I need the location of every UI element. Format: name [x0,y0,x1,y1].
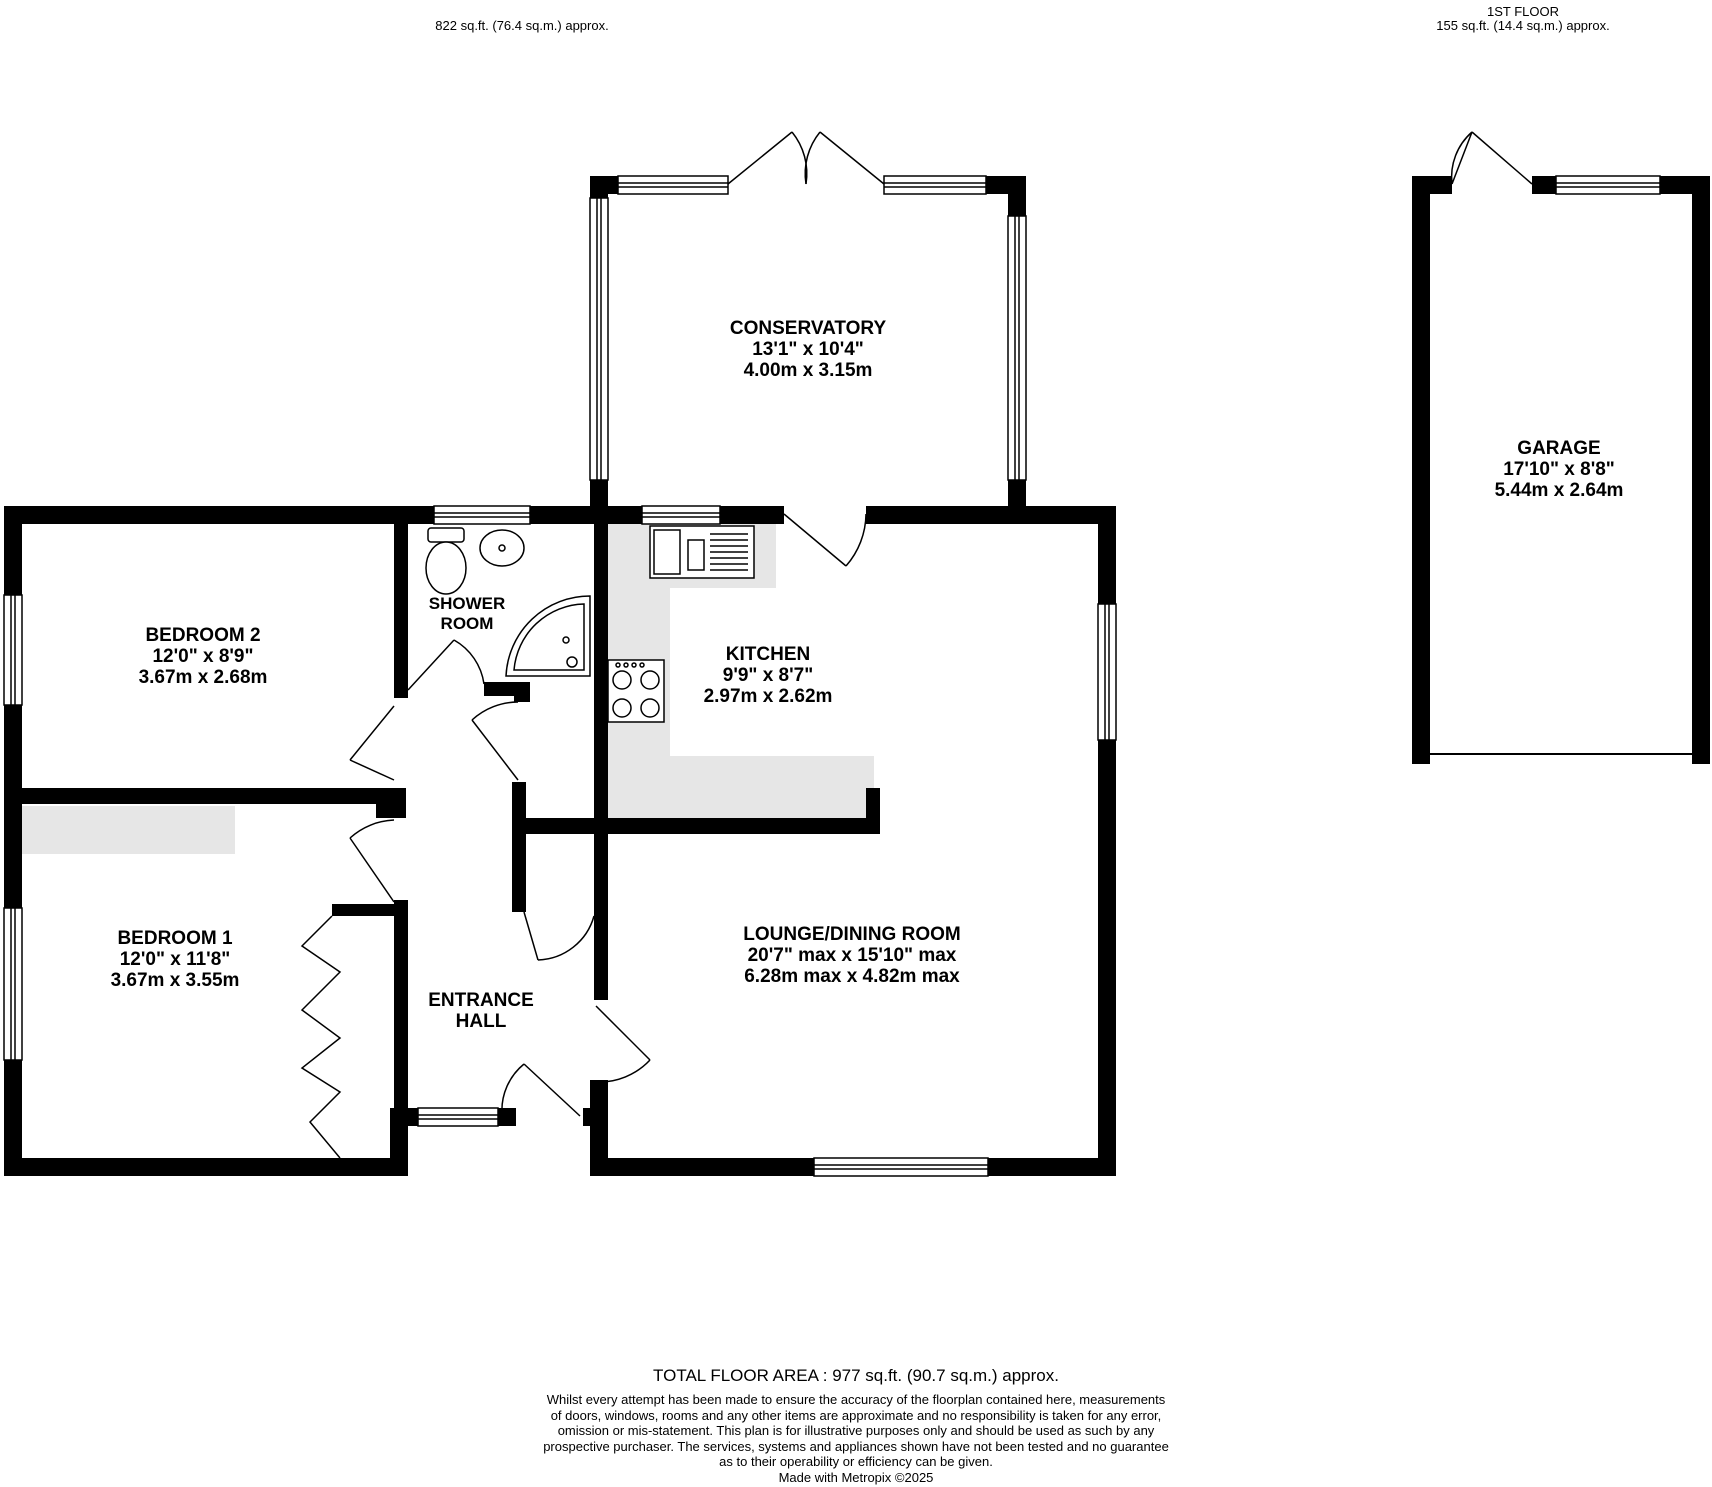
disclaimer-line: prospective purchaser. The services, systems and appliances shown have not been tested and no guarantee [543,1438,1169,1454]
room-size-metric: 6.28m max x 4.82m max [744,966,960,987]
room-size-imperial: 20'7" max x 15'10" max [747,945,957,966]
room-label-bedroom-1 [111,928,240,991]
room-name: CONSERVATORY [729,318,887,339]
room-label-shower-room [429,594,506,634]
room-label-entrance-hall [428,990,534,1032]
total-floor-area: TOTAL FLOOR AREA : 977 sq.ft. (90.7 sq.m.) approx. [653,1366,1059,1385]
room-name-line-1: ENTRANCE [428,990,534,1011]
disclaimer [506,1392,1206,1485]
room-name: KITCHEN [725,644,811,665]
disclaimer-line: Whilst every attempt has been made to ensure the accuracy of the floorplan contained here, measurements [546,1392,1166,1407]
room-label-garage [1495,438,1624,501]
room-size-metric: 3.67m x 3.55m [110,970,240,991]
room-size-metric: 5.44m x 2.64m [1494,480,1624,501]
bedroom1-built-in-unit [22,806,235,854]
room-size-metric: 4.00m x 3.15m [743,360,873,381]
credit: Made with Metropix ©2025 [778,1469,934,1485]
room-label-lounge-dining [743,924,960,987]
kitchen-hob [608,660,664,722]
room-name-line-2: HALL [455,1011,507,1032]
room-size-metric: 3.67m x 2.68m [138,667,268,688]
room-name: GARAGE [1517,438,1601,459]
room-label-conservatory [730,318,886,381]
disclaimer-line: as to their operability or efficiency can be given. [719,1454,993,1469]
room-name-line-1: SHOWER [428,594,506,613]
first-floor-area: 155 sq.ft. (14.4 sq.m.) approx. [1436,18,1610,33]
room-size-metric: 2.97m x 2.62m [703,686,833,707]
room-name-line-2: ROOM [440,614,494,633]
room-size-imperial: 13'1" x 10'4" [752,339,864,360]
room-size-imperial: 17'10" x 8'8" [1503,459,1615,480]
first-floor-title: 1ST FLOOR [1486,4,1559,19]
room-name: LOUNGE/DINING ROOM [743,924,961,945]
room-size-imperial: 12'0" x 11'8" [119,949,231,970]
disclaimer-line: omission or mis-statement. This plan is for illustrative purposes only and should be used as such by any [557,1423,1155,1438]
room-label-kitchen [704,644,833,707]
room-label-bedroom-2 [139,625,268,688]
room-name: BEDROOM 2 [145,625,261,646]
room-size-imperial: 9'9" x 8'7" [722,665,814,686]
room-size-imperial: 12'0" x 8'9" [152,646,254,667]
room-name: BEDROOM 1 [117,928,233,949]
ground-floor-area: 822 sq.ft. (76.4 sq.m.) approx. [435,18,609,33]
kitchen-sink [650,526,754,578]
disclaimer-line: of doors, windows, rooms and any other items are approximate and no responsibility is taken for any error, [550,1407,1162,1423]
